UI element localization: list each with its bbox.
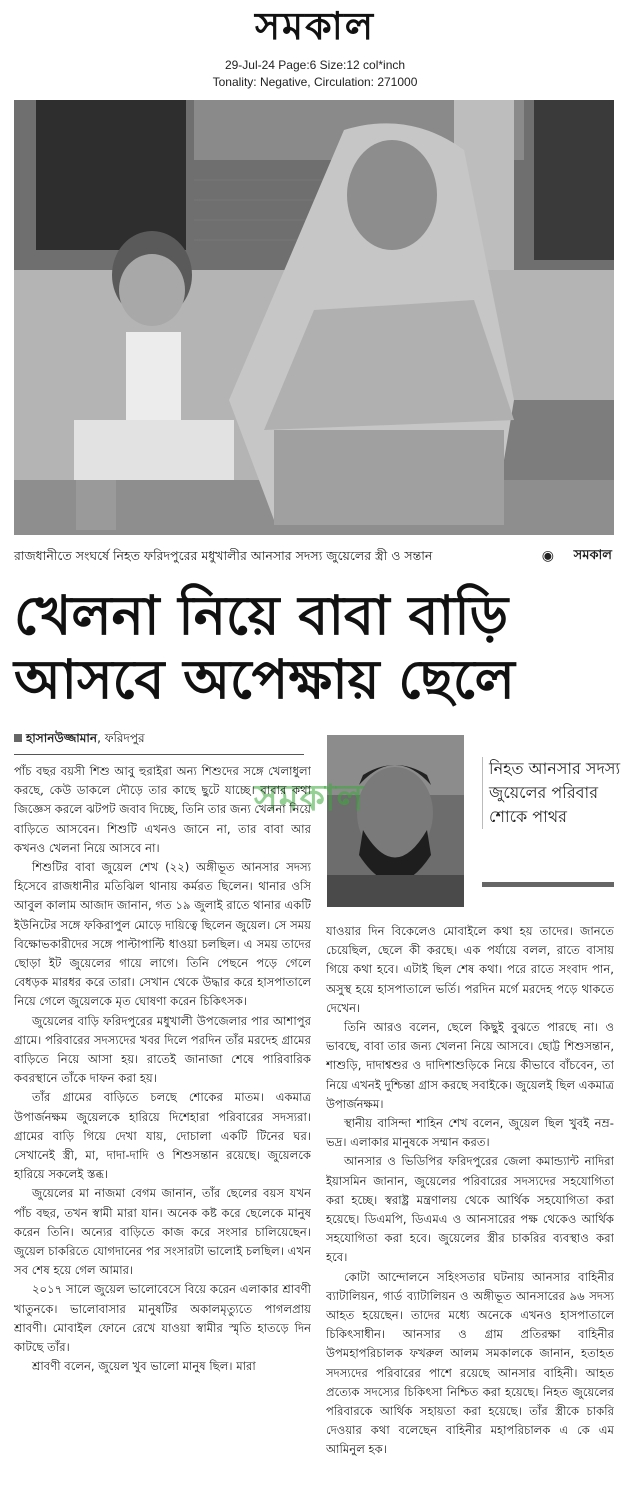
- byline-author: হাসানউজ্জামান: [26, 731, 98, 745]
- paragraph: পাঁচ বছর বয়সী শিশু আবু হুরাইরা অন্য শিশুদের সঙ্গে খেলাধুলা করছে, কেউ ডাকলে দৌড়ে তার কাছে ছুটে যাচ্ছে। বাবার কথা জিজ্ঞেস করলে ঝটপট জবাব দিচ্ছে, তিনি তার জন্য খেলনা নিয়ে বাড়িতে আসবেন। শিশুটি এখনও জানে না, তার বাবা আর কখনও খেলনা নিয়ে আসবে না।: [14, 764, 311, 855]
- paragraph: তিনি আরও বলেন, ছেলে কিছুই বুঝতে পারছে না। ও ভাবছে, বাবা তার জন্য খেলনা নিয়ে আসবে। ছোট্ট শিশুসন্তান, শাশুড়ি, দাদাশ্বশুর ও দাদিশাশুড়িকে নিয়ে কীভাবে বাঁচবেন, তা নিয়ে এখনই দুশ্চিন্তা গ্রাস করছে সবাইকে। জুয়েলই ছিল একমাত্র উপার্জনক্ষম।: [326, 1020, 614, 1111]
- paragraph: যাওয়ার দিন বিকেলেও মোবাইলে কথা হয় তাদের। জানতে চেয়েছিল, ছেলে কী করছে। এক পর্যায়ে বলল, রাতে বাসায় গিয়ে কথা হবে। এটাই ছিল শেষ কথা। পরে রাতে সংবাদ পান, অসুস্থ হয়ে হাসপাতালে ভর্তি। পরদিন মর্গে মরদেহ পড়ে থাকতে দেখেন।: [326, 924, 614, 1015]
- paragraph: শিশুটির বাবা জুয়েল শেখ (২২) অঙ্গীভূত আনসার সদস্য হিসেবে রাজধানীর মতিঝিল থানায় কর্মরত ছিলেন। থানার ওসি আবুল কালাম আজাদ জানান, গত ১৯ জুলাই রাতে থানার একটি ইউনিটের সঙ্গে ফকিরাপুল মোড়ে দায়িত্বে ছিলেন জুয়েল। সে সময় বিক্ষোভকারীদের সঙ্গে পাল্টাপাল্টি ধাওয়া চলছিল। এ সময় তাদের ছোড়া ইট জুয়েলের গায়ে লাগে। তিনি পেছনে পড়ে গেলে বেধড়ক মারধর করে তারা। সেখান থেকে উদ্ধার করে হাসপাতালে নিয়ে গেলে জুয়েলকে মৃত ঘোষণা করেন চিকিৎসক।: [14, 860, 311, 1009]
- main-photo: [14, 100, 614, 535]
- clipping-meta-date: 29-Jul-24 Page:6 Size:12 col*inch: [224, 58, 406, 72]
- newspaper-logo: সমকাল: [254, 3, 376, 48]
- photo-credit: সমকাল: [573, 548, 612, 563]
- camera-icon: ◉: [541, 548, 554, 564]
- byline-location: , ফরিদপুর: [97, 731, 145, 745]
- paragraph: আনসার ও ভিডিপির ফরিদপুরের জেলা কমান্ড্যান্ট নাদিরা ইয়াসমিন জানান, জুয়েলের পরিবারের সদস্যদের সহযোগিতা করা হচ্ছে। স্বরাষ্ট্র মন্ত্রণালয় থেকে আর্থিক সহযোগিতা করা হয়েছে। ডিএমপি, ডিএমএ ও আনসারের পক্ষ থেকেও আর্থিক সহযোগিতা করা হবে। জুয়েলের স্ত্রীর চাকরির ব্যবস্থাও করা হবে।: [326, 1154, 614, 1265]
- byline-square-icon: [14, 734, 22, 742]
- paragraph: শ্রাবণী বলেন, জুয়েল খুব ভালো মানুষ ছিল। মারা: [32, 1359, 256, 1374]
- paragraph: জুয়েলের বাড়ি ফরিদপুরের মধুখালী উপজেলার পার আশাপুর গ্রামে। পরিবারের সদস্যদের খবর দিলে পরদিন তাঁর মরদেহ গ্রামের বাড়িতে নিয়ে আসা হয়। রাতেই জানাজা শেষে পারিবারিক কবরস্থানে তাঁকে দাফন করা হয়।: [14, 1013, 311, 1086]
- paragraph: কোটা আন্দোলনে সহিংসতার ঘটনায় আনসার বাহিনীর ব্যাটালিয়ন, গার্ড ব্যাটালিয়ন ও অঙ্গীভূত আনসারের ৯৬ সদস্য আহত হয়েছেন। তাদের মধ্যে অনেকে এখনও হাসপাতালে চিকিৎসাধীন। আনসার ও গ্রাম প্রতিরক্ষা বাহিনীর উপমহাপরিচালক ফখরুল আলম সমকালকে জানান, হতাহত সদস্যদের পরিবারের পাশে রয়েছে আনসার বাহিনী। আহত প্রত্যেক সদস্যের চিকিৎসা নিশ্চিত করা হয়েছে। নিহত জুয়েলের পরিবারকে আর্থিক সহায়তা করা হয়েছে। তাঁর স্ত্রীকে চাকরি দেওয়ার কথা বলেছেন বাহিনীর মহাপরিচালক এ কে এম আমিনুল হক।: [326, 1269, 614, 1457]
- paragraph: তাঁর গ্রামের বাড়িতে চলছে শোকের মাতম। একমাত্র উপার্জনক্ষম জুয়েলকে হারিয়ে দিশেহারা পরিবারের সদস্যরা। গ্রামের বাড়ি গিয়ে দেখা যায়, দোচালা একটি টিনের ঘর। সেখানেই স্ত্রী, মা, দাদা-দাদি ও শিশুসন্তান রয়েছে। জুয়েলকে হারিয়ে সকলেই স্তব্ধ।: [14, 1090, 311, 1182]
- article-column-1: [14, 762, 311, 1502]
- paragraph: জুয়েলের মা নাজমা বেগম জানান, তাঁর ছেলের বয়স যখন পাঁচ বছর, তখন স্বামী মারা যান। অনেক কষ্ট করে ছেলেকে মানুষ করেন তিনি। অন্যের বাড়িতে কাজ করে সংসার চালিয়েছেন। জুয়েল চাকরিতে যোগদানের পর সংসারটা ভালোই চলছিল। এখন সব শেষ হয়ে গেল আমার।: [14, 1186, 311, 1278]
- headline-line-1: খেলনা নিয়ে বাবা বাড়ি: [14, 584, 509, 647]
- pull-quote: নিহত আনসার সদস্য জুয়েলের পরিবার শোকে পাথর: [482, 757, 623, 829]
- headline-line-2: আসবে অপেক্ষায় ছেলে: [14, 648, 515, 711]
- masthead: [0, 0, 630, 100]
- headline: [14, 584, 614, 712]
- paragraph: ২০১৭ সালে জুয়েল ভালোবেসে বিয়ে করেন এলাকার শ্রাবণী খাতুনকে। ভালোবাসার মানুষটির অকালমৃত্যুতে পাগলপ্রায় শ্রাবণী। মোবাইল ফোনে রেখে যাওয়া স্বামীর স্মৃতি হাতড়ে দিন কাটছে তাঁর।: [14, 1282, 311, 1355]
- byline: [14, 730, 304, 755]
- article-column-2: [326, 922, 614, 1502]
- caption-text: রাজধানীতে সংঘর্ষে নিহত ফরিদপুরের মধুখালীর আনসার সদস্য জুয়েলের স্ত্রী ও সন্তান: [14, 548, 433, 563]
- clipping-meta-tonality: Tonality: Negative, Circulation: 271000: [212, 75, 418, 89]
- watermark-logo: সমকাল: [254, 778, 365, 819]
- paragraph: স্থানীয় বাসিন্দা শাহিন শেখ বলেন, জুয়েল ছিল খুবই নম্র-ভদ্র। এলাকার মানুষকে সম্মান করত।: [326, 1116, 614, 1150]
- photo-caption: [14, 544, 614, 568]
- pull-quote-rule: [482, 882, 614, 887]
